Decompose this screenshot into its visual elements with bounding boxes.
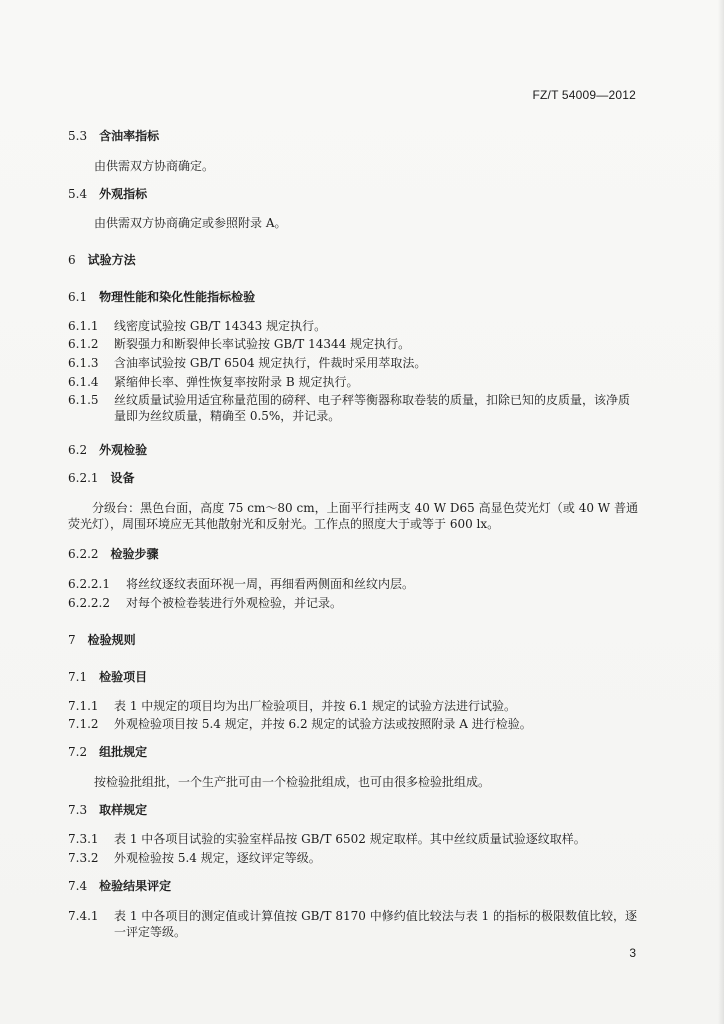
section-title: 外观指标 [99, 187, 148, 201]
section-7-3 [68, 802, 638, 818]
section-title: 检验结果评定 [99, 879, 172, 893]
section-title: 试验方法 [87, 253, 136, 267]
item-6-2-2-2 [68, 595, 638, 611]
item-6-1-2 [68, 336, 638, 352]
item-text: 含油率试验按 GB/T 6504 规定执行，件裁时采用萃取法。 [114, 356, 427, 370]
section-heading [68, 128, 638, 144]
section-heading [68, 744, 638, 760]
section-7 [68, 632, 638, 648]
section-heading [68, 252, 638, 268]
section-5-3-body: 由供需双方协商确定。 [94, 159, 215, 173]
item-number: 6.1.2 [68, 337, 99, 351]
item-7-1-1 [68, 698, 638, 714]
section-6-2 [68, 442, 638, 458]
item-text: 外观检验按 5.4 规定，逐纹评定等级。 [114, 851, 321, 865]
item-number: 6.1.4 [68, 375, 99, 389]
item-number: 6.1.5 [68, 393, 99, 407]
item-7-3-2 [68, 850, 638, 866]
section-heading [68, 546, 638, 562]
section-number: 7.3 [68, 803, 88, 817]
item-number: 7.4.1 [68, 909, 99, 923]
page-number: 3 [629, 946, 636, 960]
item-6-1-1 [68, 318, 638, 334]
item-6-1-5 [68, 392, 638, 424]
item-text: 线密度试验按 GB/T 14343 规定执行。 [114, 319, 327, 333]
item-7-1-2 [68, 716, 638, 732]
item-6-2-2-1 [68, 576, 638, 592]
item-text: 表 1 中规定的项目均为出厂检验项目，并按 6.1 规定的试验方法进行试验。 [114, 699, 516, 713]
page-edge-shadow [718, 0, 724, 1024]
item-text: 外观检验项目按 5.4 规定，并按 6.2 规定的试验方法或按照附录 A 进行检验。 [114, 717, 532, 731]
item-6-1-4 [68, 374, 638, 390]
item-text: 丝纹质量试验用适宜称量范围的磅秤、电子秤等衡器称取卷装的质量，扣除已知的皮质量，该净质量即为丝纹质量，精确至 0.5%，并记录。 [114, 393, 631, 423]
section-title: 物理性能和染化性能指标检验 [99, 290, 256, 304]
section-number: 7.1 [68, 670, 88, 684]
section-7-4 [68, 878, 638, 894]
item-number: 7.1.1 [68, 699, 99, 713]
section-heading [68, 289, 638, 305]
section-number: 6.1 [68, 290, 88, 304]
section-heading [68, 442, 638, 458]
standard-code: FZ/T 54009—2012 [532, 88, 636, 102]
section-6-2-1-body: 分级台：黑色台面，高度 75 cm～80 cm，上面平行挂两支 40 W D65 高显色荧光灯（或 40 W 普通荧光灯），周围环境应无其他散射光和反射光。工作点的照度大于或等于 600 lx。 [68, 501, 638, 531]
section-title: 取样规定 [99, 803, 148, 817]
section-title: 含油率指标 [99, 129, 160, 143]
section-number: 6.2 [68, 443, 88, 457]
section-heading [68, 802, 638, 818]
section-title: 外观检验 [99, 443, 148, 457]
section-7-2 [68, 744, 638, 760]
section-title: 检验规则 [87, 633, 136, 647]
section-heading [68, 878, 638, 894]
section-6 [68, 252, 638, 268]
section-number: 5.4 [68, 187, 88, 201]
section-number: 6.2.2 [68, 547, 99, 561]
section-heading [68, 470, 638, 486]
section-number: 7.2 [68, 745, 88, 759]
section-heading [68, 669, 638, 685]
section-title: 检验项目 [99, 670, 148, 684]
item-7-3-1 [68, 831, 638, 847]
item-number: 7.3.1 [68, 832, 99, 846]
item-number: 6.2.2.1 [68, 577, 110, 591]
section-5-4 [68, 186, 638, 202]
section-6-2-2 [68, 546, 638, 562]
section-number: 5.3 [68, 129, 88, 143]
item-text: 紧缩伸长率、弹性恢复率按附录 B 规定执行。 [114, 375, 359, 389]
section-number: 7.4 [68, 879, 88, 893]
section-5-3 [68, 128, 638, 144]
section-heading [68, 632, 638, 648]
section-5-4-body: 由供需双方协商确定或参照附录 A。 [94, 216, 287, 230]
item-7-4-1 [68, 908, 638, 940]
item-number: 6.2.2.2 [68, 596, 110, 610]
section-7-1 [68, 669, 638, 685]
item-text: 表 1 中各项目的测定值或计算值按 GB/T 8170 中修约值比较法与表 1 的指标的极限数值比较，逐一评定等级。 [114, 909, 637, 939]
item-text: 表 1 中各项目试验的实验室样品按 GB/T 6502 规定取样。其中丝纹质量试验逐纹取样。 [114, 832, 586, 846]
item-text: 将丝纹逐纹表面环视一周，再细看两侧面和丝纹内层。 [126, 577, 415, 591]
section-7-2-body: 按检验批组批，一个生产批可由一个检验批组成，也可由很多检验批组成。 [94, 775, 491, 789]
section-number: 7 [68, 633, 76, 647]
item-number: 7.1.2 [68, 717, 99, 731]
section-6-2-1 [68, 470, 638, 486]
section-title: 组批规定 [99, 745, 148, 759]
section-number: 6 [68, 253, 76, 267]
item-6-1-3 [68, 355, 638, 371]
item-text: 断裂强力和断裂伸长率试验按 GB/T 14344 规定执行。 [114, 337, 411, 351]
section-number: 6.2.1 [68, 471, 99, 485]
item-number: 6.1.1 [68, 319, 99, 333]
section-heading [68, 186, 638, 202]
item-text: 对每个被检卷装进行外观检验，并记录。 [126, 596, 343, 610]
item-number: 6.1.3 [68, 356, 99, 370]
item-number: 7.3.2 [68, 851, 99, 865]
section-title: 设备 [110, 471, 135, 485]
section-title: 检验步骤 [110, 547, 159, 561]
section-6-1 [68, 289, 638, 305]
